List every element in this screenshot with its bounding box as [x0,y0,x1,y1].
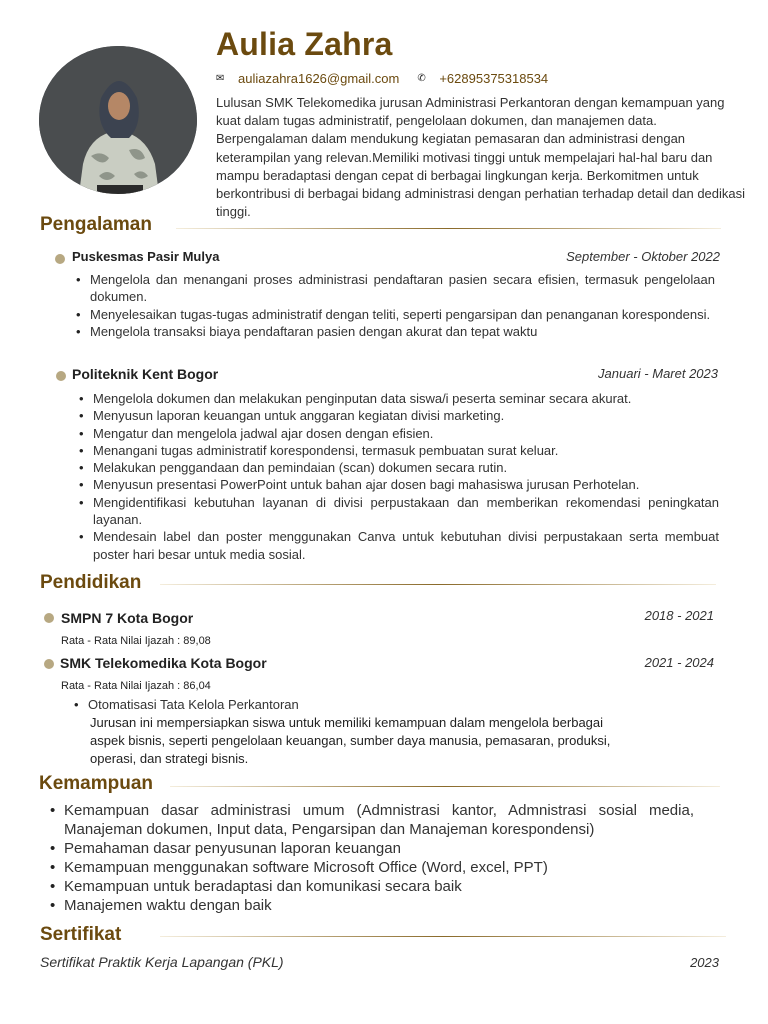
school-name: SMPN 7 Kota Bogor [61,610,194,626]
list-item: • Kemampuan untuk beradaptasi dan komunikasi secara baik [48,877,694,896]
skills-heading: Kemampuan [39,773,154,794]
job-marker [56,371,66,381]
school-date: 2018 - 2021 [644,608,714,623]
skills-list [48,801,694,915]
list-item: • Mengelola transaksi biaya pendaftaran pasien dengan akurat dan tepat waktu [74,323,715,340]
education-heading: Pendidikan [40,572,142,593]
list-item: • Menyusun presentasi PowerPoint untuk bahan ajar dosen bagi mahasiswa jurusan Perhotelan. [77,476,719,493]
phone-number[interactable]: +62895375318534 [439,71,549,86]
list-item: • Mengatur dan mengelola jadwal ajar dosen dengan efisien. [77,425,719,442]
school-name: SMK Telekomedika Kota Bogor [60,655,267,671]
job-date: Januari - Maret 2023 [598,366,718,381]
list-item: • Menangani tugas administratif korespondensi, termasuk pembuatan surat keluar. [77,442,719,459]
list-item: • Menyusun laporan keuangan untuk anggaran kegiatan divisi marketing. [77,407,719,424]
job-org: Puskesmas Pasir Mulya [72,249,220,264]
list-item: • Menyelesaikan tugas-tugas administratif dengan teliti, seperti pengarsipan dan penanganan korespondensi. [74,306,715,323]
major-list [72,696,632,713]
school-date: 2021 - 2024 [644,655,714,670]
certificate-name: Sertifikat Praktik Kerja Lapangan (PKL) [40,954,284,970]
profile-summary: Lulusan SMK Telekomedika jurusan Administrasi Perkantoran dengan kemampuan yang kuat dalam tugas administratif, pengelolaan dokumen, dan manajemen data. Berpengalaman dalam mendukung kegiatan pemasaran dan administrasi dengan keterampilan yang relevan.Memiliki motivasi tinggi untuk mempelajari hal-hal baru dan mampu beradaptasi dengan cepat di berbagai lingkungan kerja. Berkomitmen untuk berkontribusi di berbagai bidang administrasi dengan perhatian terhadap detail dan dedikasi tinggi. [216,95,746,220]
list-item: • Mengelola dokumen dan melakukan penginputan data siswa/i peserta seminar secara akurat. [77,390,719,407]
list-item: • Melakukan penggandaan dan pemindaian (scan) dokumen secara rutin. [77,459,719,476]
certificate-year: 2023 [690,955,719,970]
contact-row [216,71,548,86]
list-item: • Kemampuan menggunakan software Microsoft Office (Word, excel, PPT) [48,858,694,877]
education-divider [160,584,716,585]
skills-divider [170,786,720,787]
list-item: • Otomatisasi Tata Kelola Perkantoran [72,696,632,713]
list-item: • Manajemen waktu dengan baik [48,896,694,915]
school-marker [44,659,54,669]
school-grade: Rata - Rata Nilai Ijazah : 89,08 [61,635,211,647]
experience-divider [176,228,721,229]
school-marker [44,613,54,623]
list-item: • Mendesain label dan poster menggunakan Canva untuk kebutuhan divisi perpustakaan serta membuat poster hari besar untuk media sosial. [77,528,719,563]
experience-heading: Pengalaman [40,214,152,235]
job-tasks [77,390,719,563]
certificates-heading: Sertifikat [40,924,122,945]
major-description: Jurusan ini mempersiapkan siswa untuk memiliki kemampuan dalam mengelola berbagai aspek bisnis, seperti pengelolaan keuangan, sumber daya manusia, pemasaran, produksi, operasi, dan strategi bisnis. [90,715,611,766]
school-grade: Rata - Rata Nilai Ijazah : 86,04 [61,680,211,692]
list-item: • Mengidentifikasi kebutuhan layanan di divisi perpustakaan dan memberikan rekomendasi peningkatan layanan. [77,494,719,529]
job-tasks [74,271,715,340]
phone-icon: ✆ [417,73,426,84]
list-item: • Pemahaman dasar penyusunan laporan keuangan [48,839,694,858]
email-link[interactable]: auliazahra1626@gmail.com [238,71,400,86]
job-org: Politeknik Kent Bogor [72,366,219,382]
job-date: September - Oktober 2022 [566,249,720,264]
list-item: • Kemampuan dasar administrasi umum (Admnistrasi kantor, Admnistrasi sosial media, Manajeman dokumen, Input data, Pengarsipan dan Manajeman korespondensi) [48,801,694,839]
list-item: • Mengelola dan menangani proses administrasi pendaftaran pasien secara efisien, termasuk pengelolaan dokumen. [74,271,715,306]
profile-photo [39,46,197,194]
email-icon: ✉ [216,73,225,84]
certificates-divider [160,936,726,937]
job-marker [55,254,65,264]
candidate-name: Aulia Zahra [216,26,393,62]
